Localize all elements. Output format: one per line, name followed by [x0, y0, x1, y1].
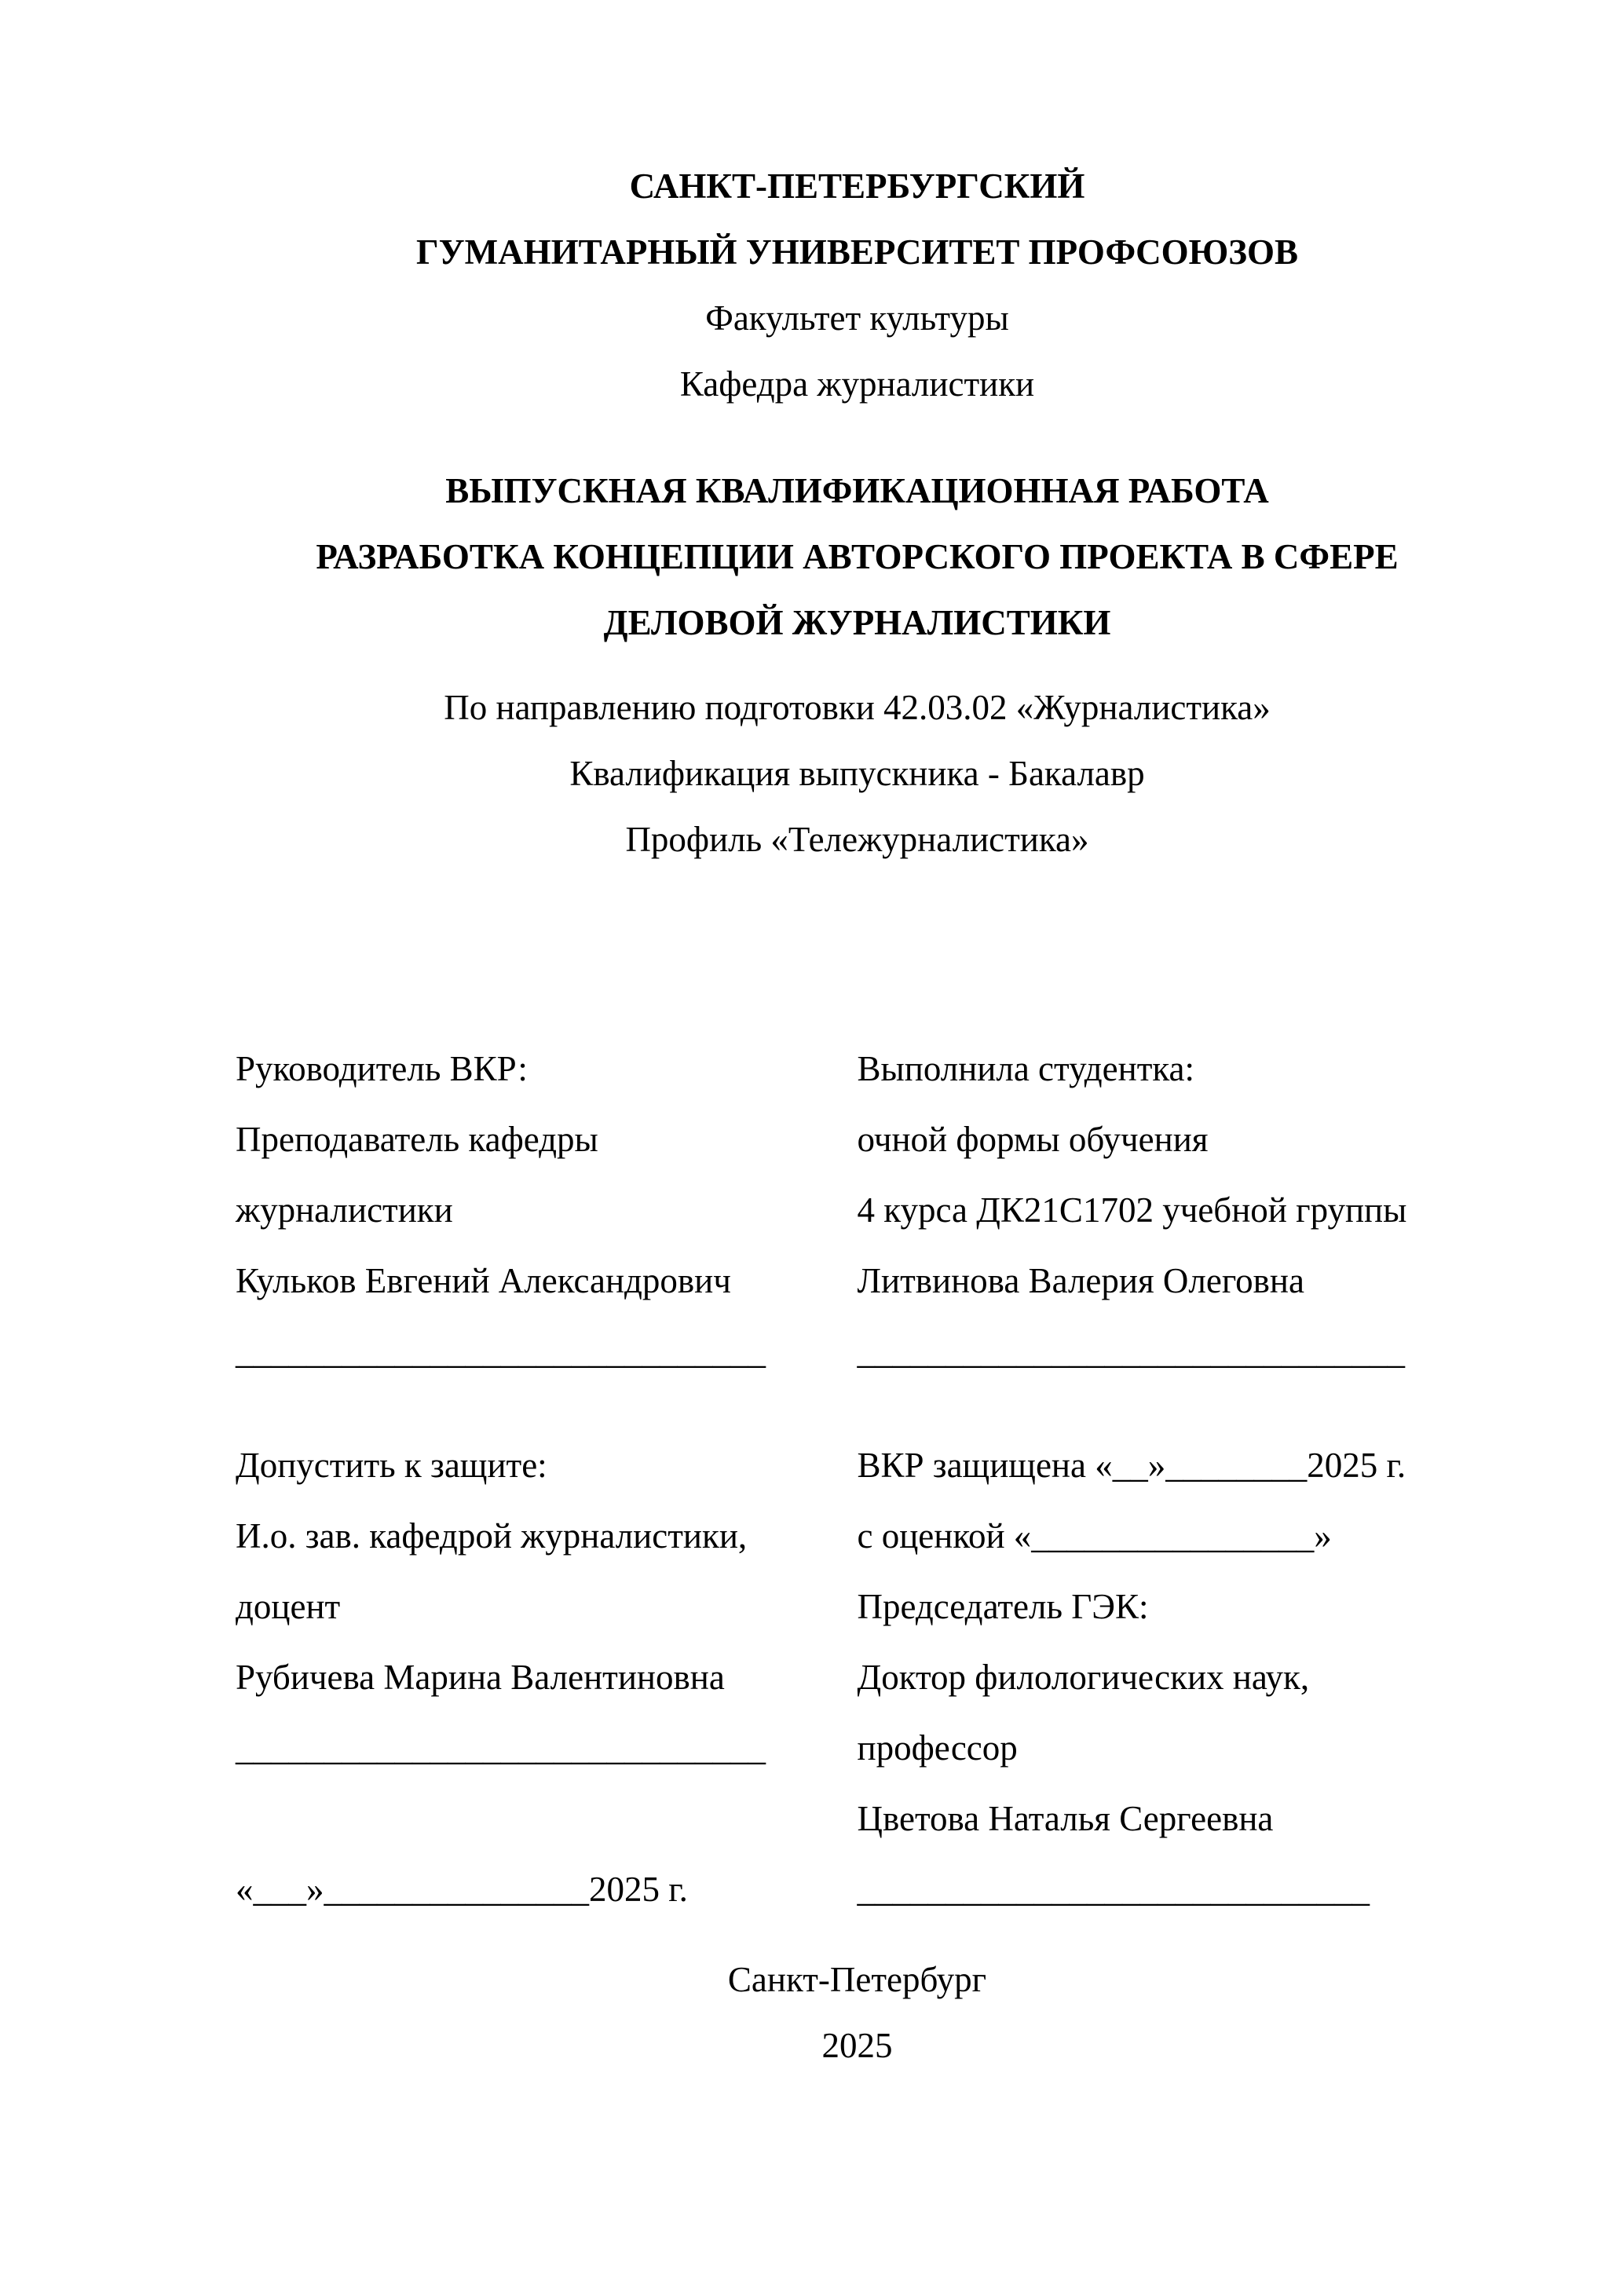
- work-subject-line-2: ДЕЛОВОЙ ЖУРНАЛИСТИКИ: [603, 603, 1111, 642]
- gek-chair-signature-line: _____________________________: [857, 1870, 1370, 1909]
- gek-chair-heading: Председатель ГЭК:: [857, 1587, 1149, 1626]
- approval-defense-block: [236, 1430, 1479, 1925]
- admission-signature-line: ______________________________: [236, 1728, 766, 1768]
- admission-name: Рубичева Марина Валентиновна: [236, 1658, 725, 1697]
- supervisor-name: Кульков Евгений Александрович: [236, 1261, 731, 1300]
- supervisor-column: [236, 1033, 858, 1387]
- program-block: [236, 675, 1479, 872]
- defense-date-line: ВКР защищена «__»________2025 г.: [857, 1446, 1406, 1485]
- student-signature-line: _______________________________: [857, 1332, 1405, 1371]
- student-study-form: очной формы обучения: [857, 1120, 1209, 1159]
- defense-column: [858, 1430, 1480, 1925]
- faculty-name: Факультет культуры: [705, 298, 1009, 338]
- admission-spacer: [236, 1783, 858, 1854]
- gek-chair-degree: Доктор филологических наук,: [857, 1658, 1310, 1697]
- admission-position-1: И.о. зав. кафедрой журналистики,: [236, 1516, 748, 1556]
- program-profile: Профиль «Тележурналистика»: [625, 820, 1089, 859]
- department-name: Кафедра журналистики: [679, 364, 1035, 404]
- gek-chair-name: Цветова Наталья Сергеевна: [857, 1799, 1274, 1838]
- admission-date-line: «___»_______________2025 г.: [236, 1870, 688, 1909]
- program-qualification: Квалификация выпускника - Бакалавр: [569, 754, 1145, 793]
- admission-position-2: доцент: [236, 1587, 341, 1626]
- student-heading: Выполнила студентка:: [857, 1049, 1195, 1088]
- supervisor-position-2: журналистики: [236, 1190, 453, 1230]
- footer-block: [236, 1947, 1479, 2078]
- student-name: Литвинова Валерия Олеговна: [857, 1261, 1304, 1300]
- student-column: [858, 1033, 1480, 1387]
- university-name-line-2: ГУМАНИТАРНЫЙ УНИВЕРСИТЕТ ПРОФСОЮЗОВ: [415, 232, 1299, 272]
- supervisor-position-1: Преподаватель кафедры: [236, 1120, 598, 1159]
- title-block: [236, 458, 1479, 656]
- work-type-title: ВЫПУСКНАЯ КВАЛИФИКАЦИОННАЯ РАБОТА: [445, 471, 1269, 510]
- supervisor-heading: Руководитель ВКР:: [236, 1049, 528, 1088]
- work-subject-line-1: РАЗРАБОТКА КОНЦЕПЦИИ АВТОРСКОГО ПРОЕКТА В СФЕРЕ: [316, 537, 1399, 576]
- defense-grade-line: с оценкой «________________»: [857, 1516, 1332, 1556]
- year: 2025: [821, 2026, 893, 2065]
- admission-heading: Допустить к защите:: [236, 1446, 547, 1485]
- student-group: 4 курса ДК21С1702 учебной группы: [857, 1190, 1407, 1230]
- program-direction: По направлению подготовки 42.03.02 «Журналистика»: [444, 688, 1271, 727]
- gek-chair-title: профессор: [857, 1728, 1018, 1768]
- supervisor-student-block: [236, 1033, 1479, 1387]
- admission-column: [236, 1430, 858, 1925]
- university-name-line-1: САНКТ-ПЕТЕРБУРГСКИЙ: [629, 166, 1085, 206]
- university-header: [236, 153, 1479, 417]
- city-name: Санкт-Петербург: [727, 1960, 987, 1999]
- supervisor-signature-line: ______________________________: [236, 1332, 766, 1371]
